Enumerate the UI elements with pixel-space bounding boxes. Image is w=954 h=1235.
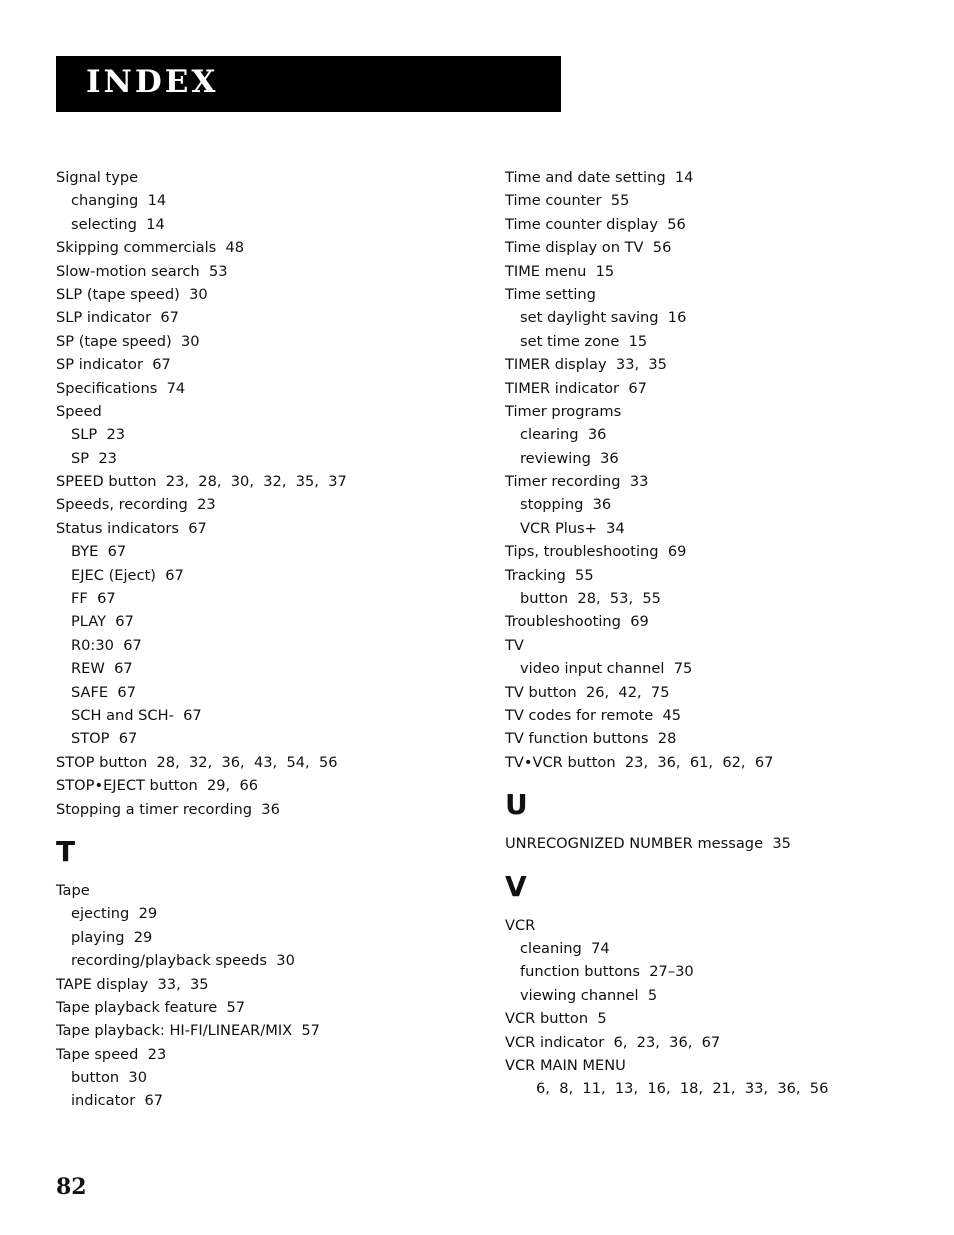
index-subentry: video input channel 75	[520, 660, 693, 678]
index-subentry: changing 14	[71, 192, 167, 210]
index-entry: Slow-motion search 53	[56, 262, 228, 280]
index-subentry: selecting 14	[71, 215, 165, 233]
index-entry: Tips, troubleshooting 69	[505, 543, 687, 561]
index-subentry: SAFE 67	[71, 683, 136, 701]
index-column-right	[505, 166, 925, 1101]
section-letter: V	[505, 869, 527, 903]
index-entry: Tape	[56, 881, 90, 899]
index-subentry: SLP 23	[71, 426, 126, 444]
index-entry: TV function buttons 28	[505, 730, 677, 748]
index-subentry: R0:30 67	[71, 636, 142, 654]
index-subentry: button 28, 53, 55	[520, 590, 661, 608]
index-subentry: cleaning 74	[520, 939, 610, 957]
index-subentry: BYE 67	[71, 543, 127, 561]
index-entry: TIME menu 15	[505, 262, 615, 280]
index-entry: Specifications 74	[56, 379, 186, 397]
index-subentry: function buttons 27–30	[520, 963, 694, 981]
index-entry: VCR	[505, 916, 536, 934]
index-subentry: STOP 67	[71, 730, 138, 748]
index-subentry: SCH and SCH- 67	[71, 706, 202, 724]
index-entry: VCR indicator 6, 23, 36, 67	[505, 1033, 721, 1051]
index-subentry: EJEC (Eject) 67	[71, 566, 184, 584]
index-subentry: indicator 67	[71, 1092, 164, 1110]
index-entry: STOP•EJECT button 29, 66	[56, 777, 259, 795]
index-entry: Time counter display 56	[505, 215, 686, 233]
index-entry: TIMER indicator 67	[505, 379, 647, 397]
index-entry: SP indicator 67	[56, 356, 171, 374]
index-entry: Signal type	[56, 169, 139, 186]
index-entry: SP (tape speed) 30	[56, 332, 200, 350]
index-entry: Speeds, recording 23	[56, 496, 216, 514]
index-entry: TV	[505, 636, 524, 654]
index-subentry: SP 23	[71, 449, 117, 467]
index-subentry: 6, 8, 11, 13, 16, 18, 21, 33, 36, 56	[536, 1080, 829, 1098]
index-entry: Skipping commercials 48	[56, 239, 245, 257]
index-entry: Time display on TV 56	[505, 239, 672, 257]
index-entry: Tracking 55	[505, 566, 594, 584]
index-subentry: playing 29	[71, 928, 153, 946]
index-subentry: stopping 36	[520, 496, 612, 514]
index-entry: Time counter 55	[505, 192, 630, 210]
header-bar	[56, 56, 561, 112]
page-title: INDEX	[86, 64, 219, 100]
index-entry: VCR MAIN MENU	[505, 1056, 626, 1074]
index-entry: Tape speed 23	[56, 1045, 167, 1063]
index-subentry: FF 67	[71, 590, 116, 608]
index-entry: Timer programs	[505, 402, 622, 420]
index-entry: SLP indicator 67	[56, 309, 179, 327]
index-entry: TV button 26, 42, 75	[505, 683, 670, 701]
index-entry: VCR button 5	[505, 1010, 607, 1028]
index-entry: Time setting	[505, 285, 596, 303]
index-entry: Timer recording 33	[505, 473, 649, 491]
index-entry: Speed	[56, 402, 102, 420]
index-subentry: PLAY 67	[71, 613, 134, 631]
index-subentry: set daylight saving 16	[520, 309, 687, 327]
index-subentry: ejecting 29	[71, 905, 158, 923]
index-subentry: recording/playback speeds 30	[71, 952, 295, 970]
section-letter: T	[56, 834, 76, 868]
index-subentry: reviewing 36	[520, 449, 619, 467]
index-column-left	[56, 166, 476, 1113]
index-subentry: VCR Plus+ 34	[520, 519, 625, 537]
index-entry: Status indicators 67	[56, 519, 207, 537]
index-entry: TV codes for remote 45	[505, 706, 682, 724]
index-subentry: viewing channel 5	[520, 986, 658, 1004]
index-entry: UNRECOGNIZED NUMBER message 35	[505, 835, 791, 853]
index-entry: SLP (tape speed) 30	[56, 285, 208, 303]
index-entry: Stopping a timer recording 36	[56, 800, 280, 818]
index-entry: Tape playback: HI-FI/LINEAR/MIX 57	[56, 1022, 320, 1040]
index-subentry: REW 67	[71, 660, 133, 678]
page-number: 82	[56, 1174, 87, 1200]
index-subentry: button 30	[71, 1069, 147, 1087]
index-entry: TIMER display 33, 35	[505, 356, 667, 374]
index-subentry: set time zone 15	[520, 332, 648, 350]
index-entry: SPEED button 23, 28, 30, 32, 35, 37	[56, 473, 347, 491]
index-entry: Time and date setting 14	[505, 169, 694, 186]
index-entry: Tape playback feature 57	[56, 998, 246, 1016]
index-subentry: clearing 36	[520, 426, 607, 444]
index-entry: TAPE display 33, 35	[56, 975, 209, 993]
index-entry: TV•VCR button 23, 36, 61, 62, 67	[505, 753, 774, 771]
section-letter: U	[505, 788, 528, 822]
index-entry: Troubleshooting 69	[505, 613, 649, 631]
index-entry: STOP button 28, 32, 36, 43, 54, 56	[56, 753, 338, 771]
